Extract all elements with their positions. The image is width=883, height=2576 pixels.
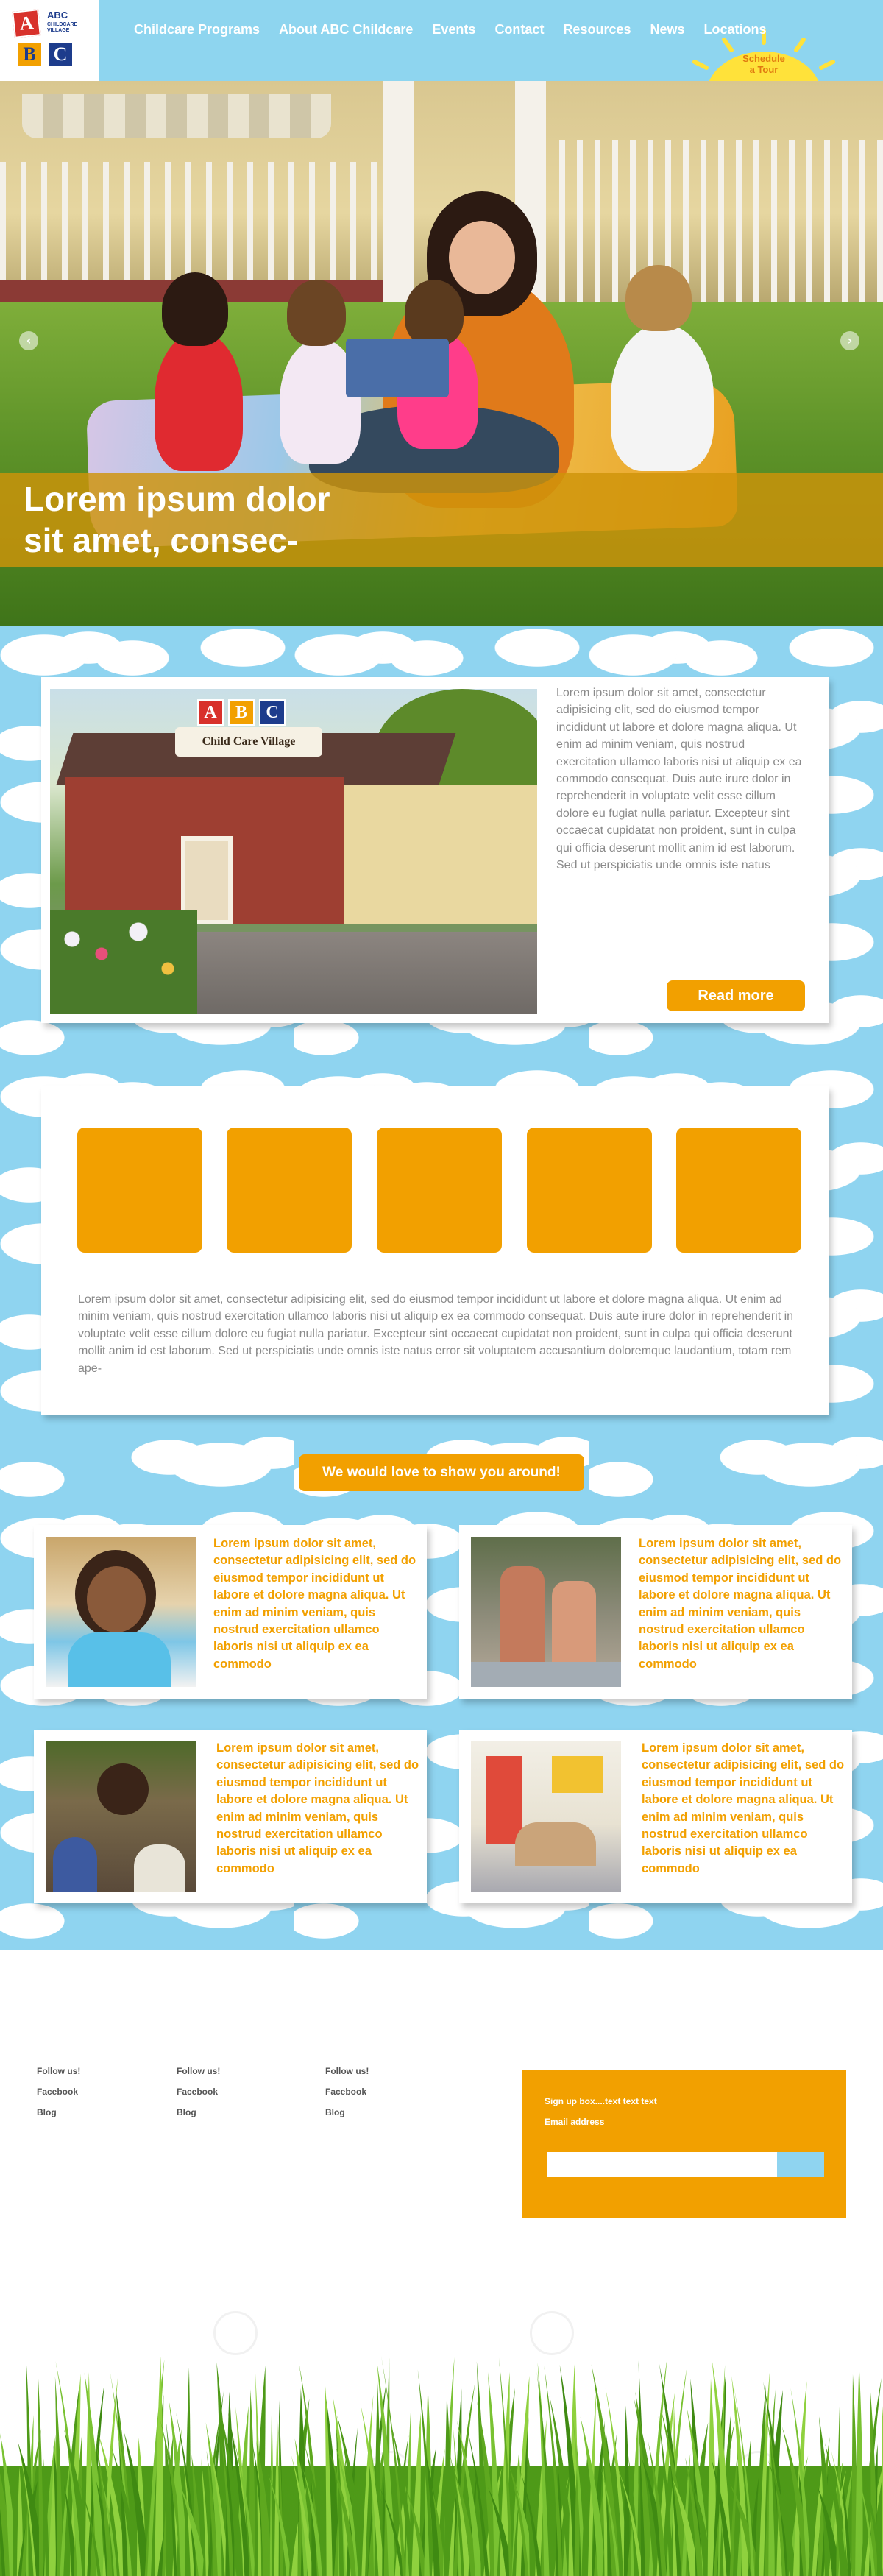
hero-prev-arrow[interactable]: ‹	[19, 331, 38, 350]
signup-submit-button[interactable]	[777, 2152, 824, 2177]
logo-letter-c: C	[47, 41, 74, 68]
info-card-photo-girl	[46, 1537, 196, 1687]
logo-title: ABC	[47, 10, 68, 21]
info-card-text: Lorem ipsum dolor sit amet, consectetur adipisicing elit, sed do eiusmod tempor incididunt ut labore et dolore magna aliqua. Ut enim ad minim veniam, quis nostrud exercitation ullamco laboris nisi ut aliquip ex ea commodo	[642, 1741, 845, 1875]
info-card-photo-classroom	[46, 1741, 196, 1892]
hero-child-hair	[287, 280, 346, 346]
logo-letter-a: A	[12, 9, 41, 38]
footer-follow-us: Follow us!	[177, 2066, 221, 2076]
logo-letter-b: B	[16, 41, 43, 68]
tiles-text: Lorem ipsum dolor sit amet, consectetur adipisicing elit, sed do eiusmod tempor incididunt ut labore et dolore magna aliqua. Ut enim ad minim veniam, quis nostrud exercitation ullamco laboris nisi ut aliquip ex ea commodo consequat. Duis aute irure dolor in reprehenderit in voluptate velit esse cillum dolore eu fugiat nulla pariatur. Excepteur sint occaecat cupidatat non proident, sunt in culpa qui officia deserunt mollit anim id est laborum. Sed ut perspiciatis unde omnis iste natus error sit voluptatem accusantium doloremque laudantium, totam rem ape-	[78, 1293, 794, 1375]
footer-facebook-link[interactable]: Facebook	[177, 2087, 219, 2097]
top-navigation	[0, 0, 883, 81]
info-card-text: Lorem ipsum dolor sit amet, consectetur adipisicing elit, sed do eiusmod tempor incididunt ut labore et dolore magna aliqua. Ut enim ad minim veniam, quis nostrud exercitation ullamco laboris nisi ut aliquip ex ea commodo	[216, 1741, 419, 1875]
photo-play-structure	[515, 1822, 596, 1866]
hero-next-arrow[interactable]: ›	[840, 331, 859, 350]
logo-subtitle-line: VILLAGE	[47, 28, 70, 33]
hero-adult-face	[449, 221, 515, 294]
grass-blade	[624, 2406, 630, 2576]
hero-caption	[24, 478, 436, 561]
photo-figure-face	[87, 1566, 146, 1632]
program-tile[interactable]	[77, 1128, 202, 1253]
hero-railing	[0, 162, 383, 287]
schedule-tour-line: a Tour	[749, 64, 779, 75]
hero-child	[611, 324, 714, 471]
signup-title: Sign up box....text text text	[545, 2096, 657, 2106]
photo-figure-shirt	[68, 1632, 171, 1687]
building-photo	[50, 689, 537, 1014]
photo-wall-art	[552, 1756, 603, 1793]
nav-item-contact[interactable]: Contact	[494, 22, 545, 37]
building-sign-letters	[197, 699, 308, 726]
hero-book	[346, 339, 449, 397]
hero-caption-line: Lorem ipsum dolor	[24, 480, 330, 518]
footer-blog-link[interactable]: Blog	[37, 2107, 57, 2117]
footer-facebook-link[interactable]: Facebook	[325, 2087, 367, 2097]
photo-ground	[471, 1662, 621, 1687]
building-sign: Child Care Village	[175, 727, 322, 757]
photo-figure	[53, 1837, 97, 1892]
footer-follow-us: Follow us!	[325, 2066, 369, 2076]
building-sign-letter: B	[228, 699, 255, 726]
footer-column	[325, 2067, 428, 2129]
building-sign-letter: C	[259, 699, 286, 726]
read-more-button[interactable]: Read more	[667, 980, 805, 1011]
logo-subtitle-line: CHILDCARE	[47, 22, 78, 27]
info-card-photo-fountain	[471, 1537, 621, 1687]
nav-item-childcare-programs[interactable]: Childcare Programs	[134, 22, 260, 37]
hero-caption-line: sit amet, consec-	[24, 521, 299, 559]
show-around-button[interactable]: We would love to show you around!	[299, 1454, 584, 1491]
info-card-text: Lorem ipsum dolor sit amet, consectetur adipisicing elit, sed do eiusmod tempor incididunt ut labore et dolore magna aliqua. Ut enim ad minim veniam, quis nostrud exercitation ullamco laboris nisi ut aliquip ex ea commodo	[639, 1537, 842, 1671]
footer-facebook-link[interactable]: Facebook	[37, 2087, 79, 2097]
hero-child-hair	[162, 272, 228, 346]
program-tile[interactable]	[527, 1128, 652, 1253]
photo-shelf	[486, 1756, 522, 1844]
photo-figure	[134, 1844, 185, 1892]
footer-column	[177, 2067, 280, 2129]
schedule-tour-button[interactable]	[723, 53, 805, 75]
signup-box	[522, 2070, 846, 2218]
program-tile[interactable]	[377, 1128, 502, 1253]
building-sign-letter: A	[197, 699, 224, 726]
hero-fence	[559, 140, 883, 309]
schedule-tour-line: Schedule	[742, 53, 785, 64]
hero-column	[383, 81, 414, 302]
logo-subtitle	[47, 22, 91, 34]
hero-child	[155, 331, 243, 471]
nav-menu	[134, 22, 786, 38]
photo-figure	[500, 1566, 545, 1677]
footer-blog-link[interactable]: Blog	[177, 2107, 196, 2117]
abc-logo[interactable]	[0, 0, 99, 81]
email-input[interactable]	[547, 2152, 777, 2177]
nav-item-events[interactable]: Events	[432, 22, 476, 37]
feature-text: Lorem ipsum dolor sit amet, consectetur adipisicing elit, sed do eiusmod tempor incididunt ut labore et dolore magna aliqua. Ut enim ad minim veniam, quis nostrud exercitation ullamco laboris nisi ut aliquip ex ea commodo consequat. Duis aute irure dolor in reprehenderit in voluptate velit esse cillum dolore eu fugiat nulla pariatur. Excepteur sint occaecat cupidatat non proident, sunt in culpa qui officia deserunt mollit anim id est laborum. Sed ut perspiciatis unde omnis iste natus	[556, 687, 802, 872]
building-photo-wing	[344, 785, 537, 924]
footer-column	[37, 2067, 140, 2129]
photo-figure	[97, 1763, 149, 1815]
nav-item-about[interactable]: About ABC Childcare	[279, 22, 414, 37]
nav-item-locations[interactable]: Locations	[703, 22, 767, 37]
grass-decoration	[0, 2340, 883, 2576]
hero-child-hair	[405, 280, 464, 346]
hero-slider	[0, 81, 883, 626]
hero-child-hair	[625, 265, 692, 331]
nav-item-resources[interactable]: Resources	[563, 22, 631, 37]
program-tile[interactable]	[227, 1128, 352, 1253]
program-tile[interactable]	[676, 1128, 801, 1253]
hero-gazebo-awning	[22, 94, 331, 138]
footer-follow-us: Follow us!	[37, 2066, 81, 2076]
email-label: Email address	[545, 2117, 605, 2127]
info-card-text: Lorem ipsum dolor sit amet, consectetur adipisicing elit, sed do eiusmod tempor incididunt ut labore et dolore magna aliqua. Ut enim ad minim veniam, quis nostrud exercitation ullamco laboris nisi ut aliquip ex ea commodo	[213, 1537, 416, 1671]
footer-blog-link[interactable]: Blog	[325, 2107, 345, 2117]
building-photo-flowers	[50, 910, 197, 1014]
info-card-photo-playroom	[471, 1741, 621, 1892]
nav-item-news[interactable]: News	[650, 22, 685, 37]
